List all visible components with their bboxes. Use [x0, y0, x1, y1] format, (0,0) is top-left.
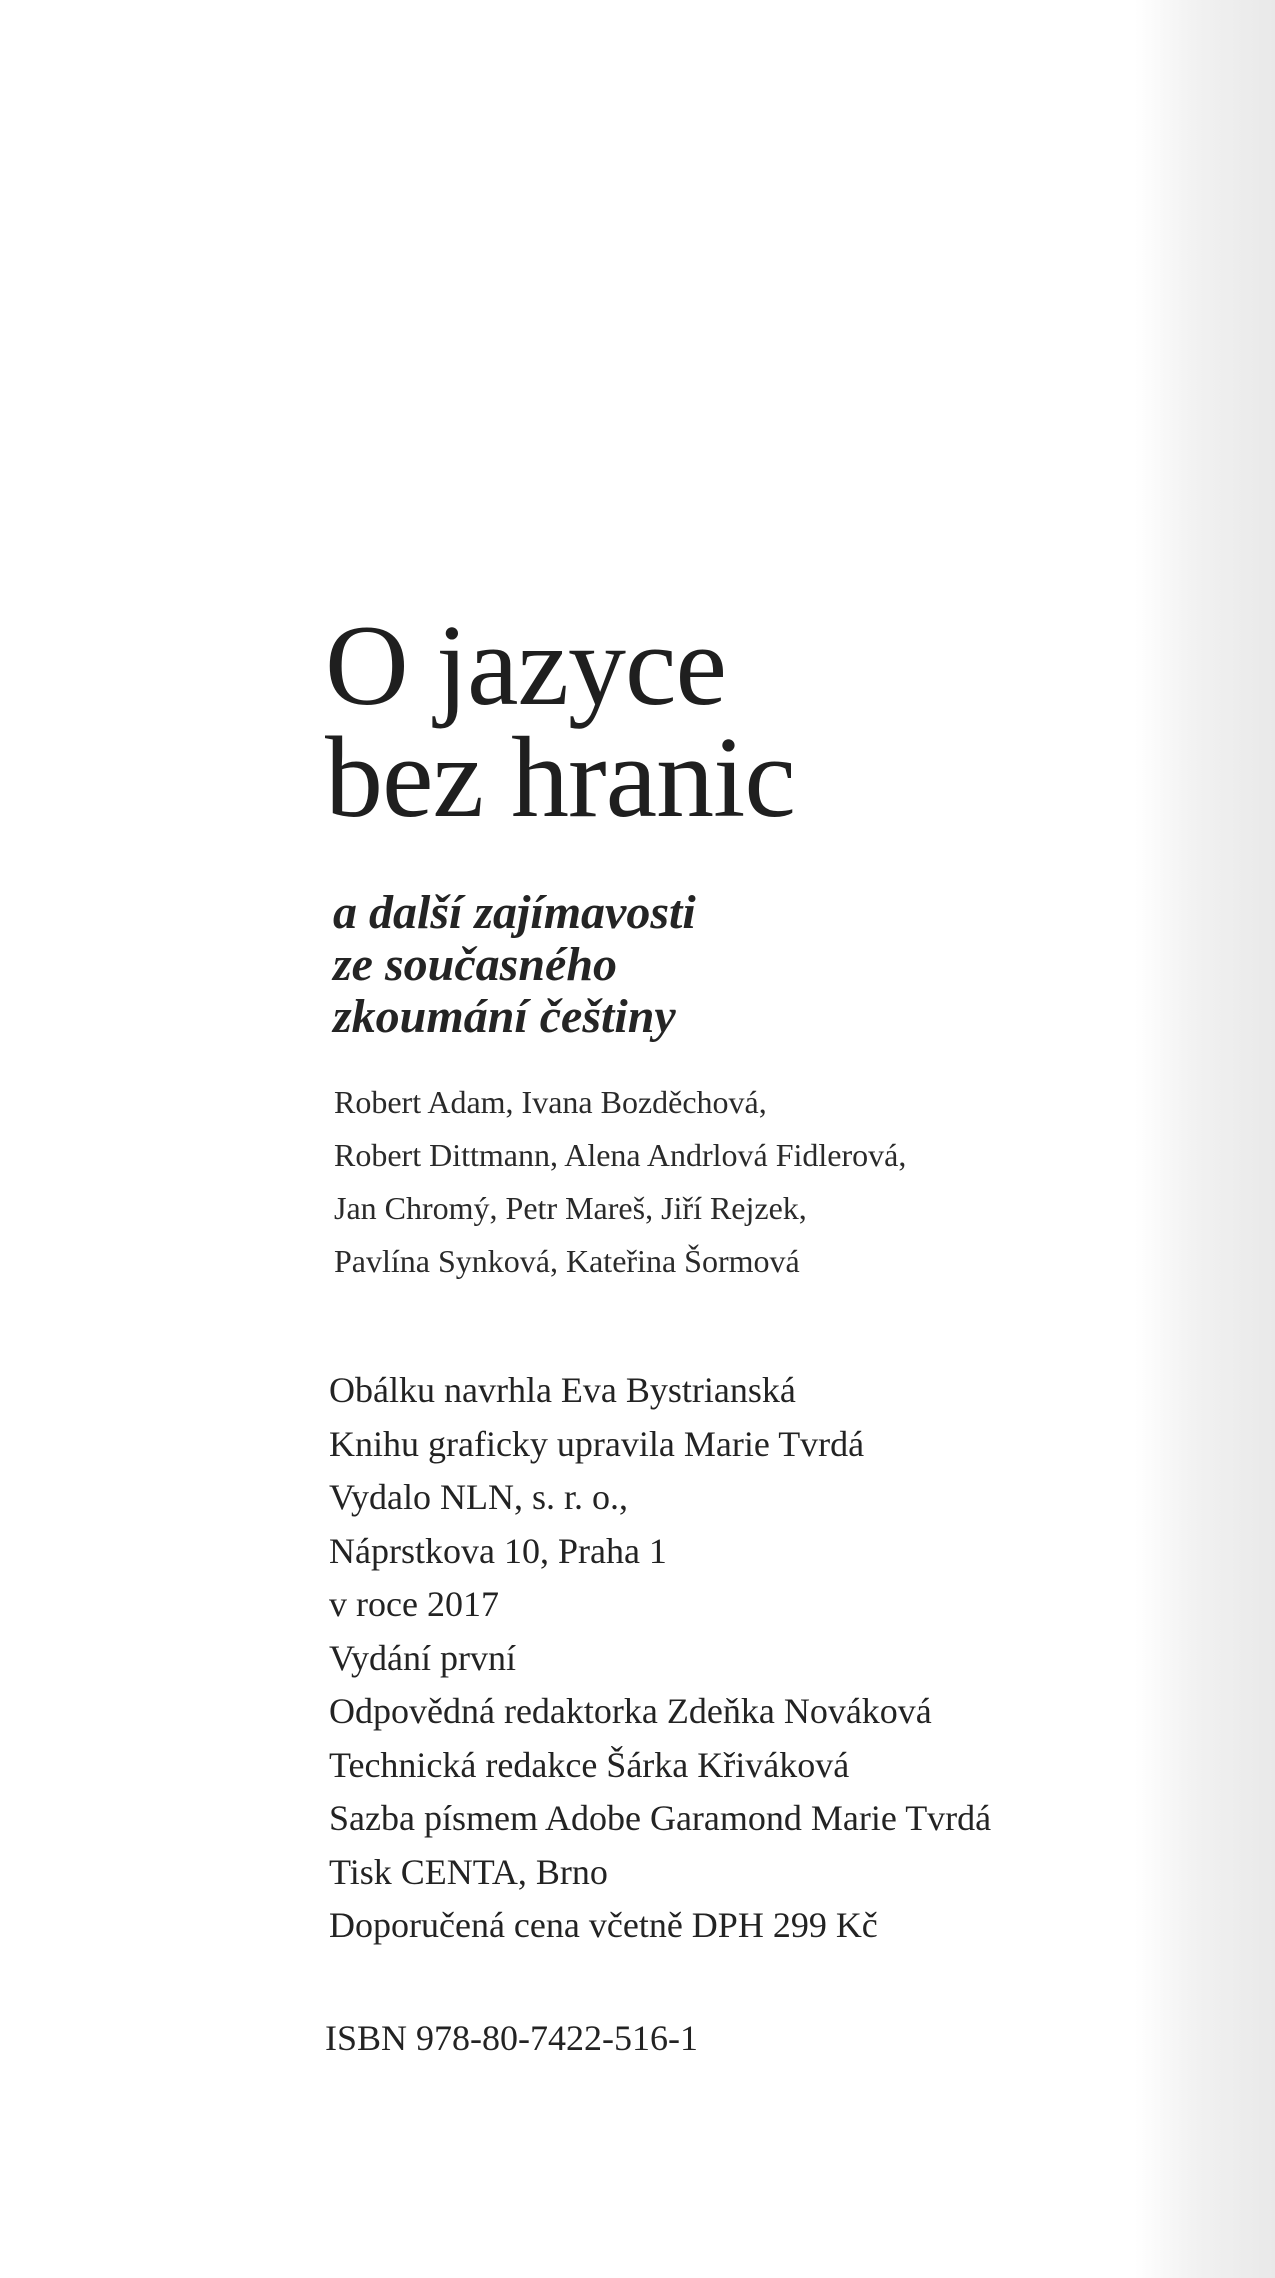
- author-line: Jan Chromý, Petr Mareš, Jiří Rejzek,: [334, 1190, 807, 1226]
- colophon-line: Knihu graficky upravila Marie Tvrdá: [329, 1423, 865, 1464]
- colophon-line: Vydání první: [329, 1637, 516, 1678]
- author-line: Robert Dittmann, Alena Andrlová Fidlerová,: [334, 1137, 907, 1173]
- colophon-line: Tisk CENTA, Brno: [329, 1851, 608, 1892]
- book-subtitle: [333, 887, 696, 1043]
- subtitle-line: ze současného: [333, 938, 618, 991]
- colophon-line: Doporučená cena včetně DPH 299 Kč: [329, 1905, 878, 1945]
- title-line: O jazyce: [325, 602, 726, 730]
- colophon-line: Obálku navrhla Eva Bystrianská: [329, 1370, 796, 1410]
- title-line: bez hranic: [325, 714, 795, 842]
- colophon: [329, 1364, 991, 1953]
- author-line: Pavlína Synková, Kateřina Šormová: [334, 1243, 800, 1279]
- colophon-line: Vydalo NLN, s. r. o.,: [329, 1477, 628, 1517]
- author-line: Robert Adam, Ivana Bozděchová,: [334, 1084, 767, 1120]
- page-edge-shadow: [1135, 0, 1275, 2278]
- colophon-line: Náprstkova 10, Praha 1: [329, 1530, 667, 1571]
- colophon-line: Odpovědná redaktorka Zdeňka Nováková: [329, 1691, 932, 1731]
- book-title: [325, 602, 795, 842]
- colophon-line: Sazba písmem Adobe Garamond Marie Tvrdá: [329, 1798, 992, 1838]
- subtitle-line: a další zajímavosti: [333, 886, 696, 939]
- colophon-line: v roce 2017: [329, 1584, 499, 1624]
- author-list: [334, 1076, 906, 1288]
- subtitle-line: zkoumání češtiny: [333, 990, 676, 1043]
- isbn: ISBN 978-80-7422-516-1: [325, 2018, 698, 2058]
- colophon-line: Technická redakce Šárka Křiváková: [329, 1744, 850, 1785]
